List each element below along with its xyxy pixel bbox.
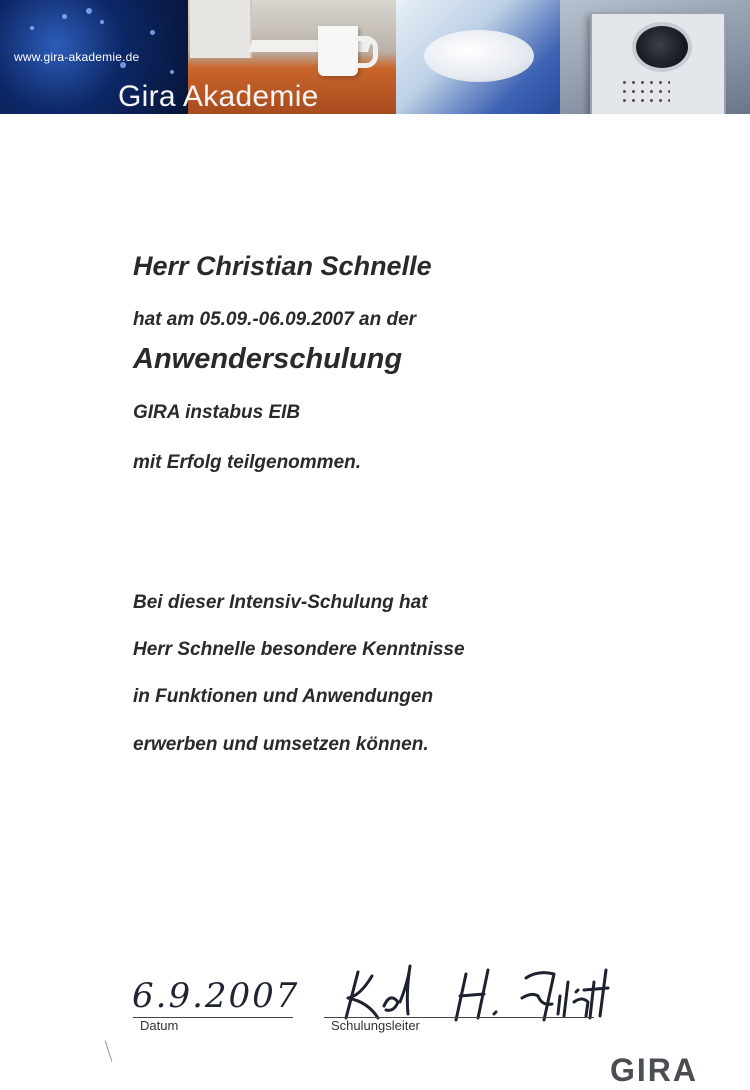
course-subject: GIRA instabus EIB — [133, 402, 301, 423]
speaker-grille-icon — [620, 78, 670, 104]
completion-line: mit Erfolg teilgenommen. — [133, 452, 362, 473]
header-banner — [0, 0, 750, 114]
scan-mark — [105, 1040, 113, 1061]
light-dot — [100, 20, 104, 24]
signer-label: Schulungsleiter — [331, 1018, 420, 1033]
date-line: hat am 05.09.-06.09.2007 an der — [133, 309, 417, 330]
light-dot — [170, 70, 174, 74]
light-dot — [30, 26, 34, 30]
mug-handle-graphic — [355, 36, 378, 68]
paragraph-line: in Funktionen und Anwendungen — [133, 686, 434, 707]
handwritten-date: 6.9.2007 — [132, 976, 300, 1016]
date-label: Datum — [140, 1018, 179, 1033]
monitor-graphic — [190, 0, 252, 58]
camera-icon — [632, 22, 692, 72]
brand-logo: GIRA — [610, 1052, 698, 1088]
light-dot — [86, 8, 92, 14]
light-dot — [62, 14, 67, 19]
light-dot — [150, 30, 155, 35]
paragraph-line: Herr Schnelle besondere Kenntnisse — [133, 639, 465, 660]
academy-title: Gira Akademie — [118, 80, 319, 113]
mouse-graphic — [424, 30, 534, 82]
website-url: www.gira-akademie.de — [14, 50, 140, 64]
recipient-name: Herr Christian Schnelle — [133, 251, 432, 281]
course-title: Anwenderschulung — [133, 343, 403, 375]
paragraph-line: erwerben und umsetzen können. — [133, 734, 429, 755]
paragraph-line: Bei dieser Intensiv-Schulung hat — [133, 592, 428, 613]
mug-graphic — [318, 26, 358, 76]
